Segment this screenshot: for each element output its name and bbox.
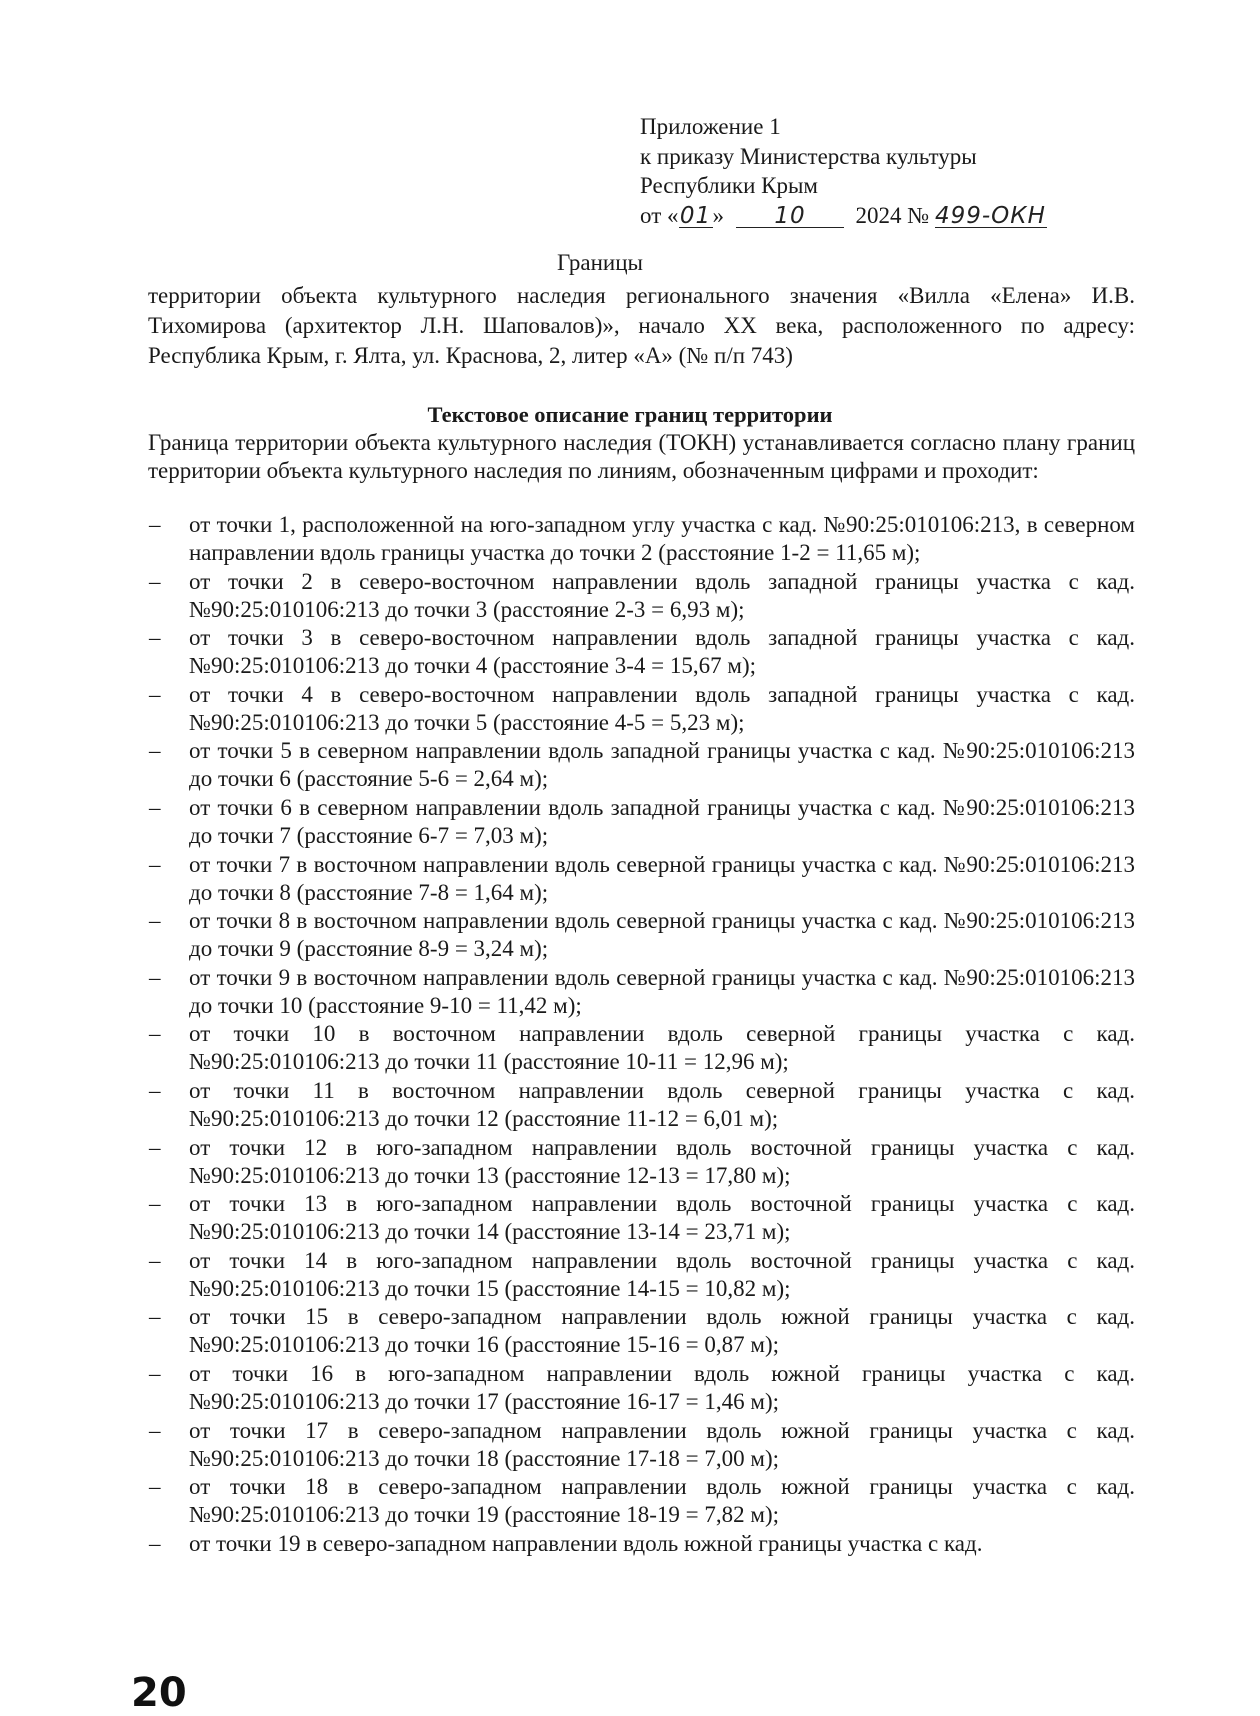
document-subtitle: территории объекта культурного наследия регионального значения «Вилла «Елена» И.В. Тихомирова (архитектор Л.Н. Шаповалов)», начало XX века, расположенного по адресу: Республика Крым, г. Ялта, ул. Краснова, 2, литер «А» (№ п/п 743): [148, 283, 1135, 368]
list-item-text: от точки 13 в юго-западном направлении вдоль восточной границы участка с кад. №90:25:010106:213 до точки 14 (расстояние 13-14 = 23,71 м);: [189, 1191, 1135, 1245]
list-dash: –: [149, 1191, 161, 1217]
list-item: [0, 794, 1135, 851]
list-dash: –: [149, 1530, 161, 1556]
list-item-text: от точки 9 в восточном направлении вдоль северной границы участка с кад. №90:25:010106:213 до точки 10 (расстояние 9-10 = 11,42 м);: [189, 964, 1135, 1018]
page-number: [131, 1670, 187, 1716]
list-item-text: от точки 8 в восточном направлении вдоль северной границы участка с кад. №90:25:010106:213 до точки 9 (расстояние 8-9 = 3,24 м);: [189, 908, 1135, 962]
list-item-text: от точки 7 в восточном направлении вдоль северной границы участка с кад. №90:25:010106:213 до точки 8 (расстояние 7-8 = 1,64 м);: [189, 851, 1135, 905]
handwritten-month: 10: [736, 205, 844, 228]
section-intro: Граница территории объекта культурного наследия (ТОКН) устанавливается согласно плану границ территории объекта культурного наследия по линиям, обозначенным цифрами и проходит:: [148, 430, 1135, 483]
list-item-text: от точки 11 в восточном направлении вдоль северной границы участка с кад. №90:25:010106:213 до точки 12 (расстояние 11-12 = 6,01 м);: [189, 1077, 1135, 1131]
list-dash: –: [149, 1304, 161, 1330]
list-item: [0, 907, 1135, 964]
list-item: [0, 1077, 1135, 1134]
list-dash: –: [149, 1474, 161, 1500]
section-heading: Текстовое описание границ территории: [427, 402, 833, 427]
list-dash: –: [149, 908, 161, 934]
list-item: [0, 1417, 1135, 1474]
list-item-text: от точки 15 в северо-западном направлении вдоль южной границы участка с кад. №90:25:010106:213 до точки 16 (расстояние 15-16 = 0,87 м);: [189, 1304, 1135, 1358]
list-item-text: от точки 12 в юго-западном направлении вдоль восточной границы участка с кад. №90:25:010106:213 до точки 13 (расстояние 12-13 = 17,80 м);: [189, 1134, 1135, 1188]
list-dash: –: [149, 625, 161, 651]
list-dash: –: [149, 512, 161, 537]
list-item-text: от точки 3 в северо-восточном направлении вдоль западной границы участка с кад. №90:25:010106:213 до точки 4 (расстояние 3-4 = 15,67 м);: [189, 625, 1135, 679]
annex-date-line: [640, 201, 1047, 231]
list-item-text: от точки 14 в юго-западном направлении вдоль восточной границы участка с кад. №90:25:010106:213 до точки 15 (расстояние 14-15 = 10,82 м);: [189, 1247, 1135, 1301]
list-item-text: от точки 10 в восточном направлении вдоль северной границы участка с кад. №90:25:010106:213 до точки 11 (расстояние 10-11 = 12,96 м);: [189, 1021, 1135, 1075]
list-item-text: от точки 4 в северо-восточном направлении вдоль западной границы участка с кад. №90:25:010106:213 до точки 5 (расстояние 4-5 = 5,23 м);: [189, 681, 1135, 735]
list-dash: –: [149, 1360, 161, 1386]
list-item: [0, 851, 1135, 908]
list-item: [0, 1303, 1135, 1360]
list-item-text: от точки 18 в северо-западном направлении вдоль южной границы участка с кад. №90:25:010106:213 до точки 19 (расстояние 18-19 = 7,82 м);: [189, 1474, 1135, 1528]
list-dash: –: [149, 964, 161, 990]
list-item: [0, 1020, 1135, 1077]
annex-reference: [640, 112, 1047, 230]
list-item: [0, 1247, 1135, 1304]
handwritten-order-number: 499-ОКН: [934, 202, 1046, 229]
list-item-text: от точки 1, расположенной на юго-западном углу участка с кад. №90:25:010106:213, в северном направлении вдоль границы участка до точки 2 (расстояние 1-2 = 11,65 м);: [189, 512, 1135, 565]
list-dash: –: [149, 1134, 161, 1160]
list-item: [0, 1360, 1135, 1417]
list-item: [0, 737, 1135, 794]
list-item: [0, 568, 1135, 625]
annex-title: Приложение 1: [640, 114, 781, 139]
date-day-close: »: [712, 202, 724, 228]
date-prefix: от «: [640, 202, 679, 228]
list-dash: –: [149, 738, 161, 764]
list-item-text: от точки 16 в юго-западном направлении вдоль южной границы участка с кад. №90:25:010106:213 до точки 17 (расстояние 16-17 = 1,46 м);: [189, 1360, 1135, 1414]
list-dash: –: [149, 1247, 161, 1273]
list-item: [0, 511, 1135, 568]
page-number-text: 20: [131, 1670, 187, 1716]
list-item: [0, 1473, 1135, 1530]
handwritten-day: 01: [679, 202, 712, 229]
list-item-text: от точки 19 в северо-западном направлении вдоль южной границы участка с кад.: [189, 1530, 983, 1556]
list-item: [0, 1530, 1135, 1560]
list-item: [0, 1134, 1135, 1191]
list-dash: –: [149, 794, 161, 820]
list-item: [0, 964, 1135, 1021]
list-item-text: от точки 6 в северном направлении вдоль западной границы участка с кад. №90:25:010106:213 до точки 7 (расстояние 6-7 = 7,03 м);: [189, 794, 1135, 848]
list-item: [0, 1190, 1135, 1247]
date-year: 2024 №: [855, 202, 930, 228]
annex-order-line: к приказу Министерства культуры: [640, 143, 977, 169]
document-title: Границы: [557, 250, 643, 275]
list-item-text: от точки 5 в северном направлении вдоль западной границы участка с кад. №90:25:010106:213 до точки 6 (расстояние 5-6 = 2,64 м);: [189, 738, 1135, 792]
list-dash: –: [149, 1021, 161, 1047]
annex-region-line: Республики Крым: [640, 173, 818, 198]
list-item: [0, 681, 1135, 738]
list-item-text: от точки 2 в северо-восточном направлении вдоль западной границы участка с кад. №90:25:010106:213 до точки 3 (расстояние 2-3 = 6,93 м);: [189, 568, 1135, 622]
list-dash: –: [149, 568, 161, 594]
list-item: [0, 624, 1135, 681]
list-dash: –: [149, 1077, 161, 1103]
list-dash: –: [149, 851, 161, 877]
list-dash: –: [149, 1417, 161, 1443]
boundary-list: [0, 511, 1200, 1560]
list-item-text: от точки 17 в северо-западном направлении вдоль южной границы участка с кад. №90:25:010106:213 до точки 18 (расстояние 17-18 = 7,00 м);: [189, 1417, 1135, 1471]
list-dash: –: [149, 681, 161, 707]
